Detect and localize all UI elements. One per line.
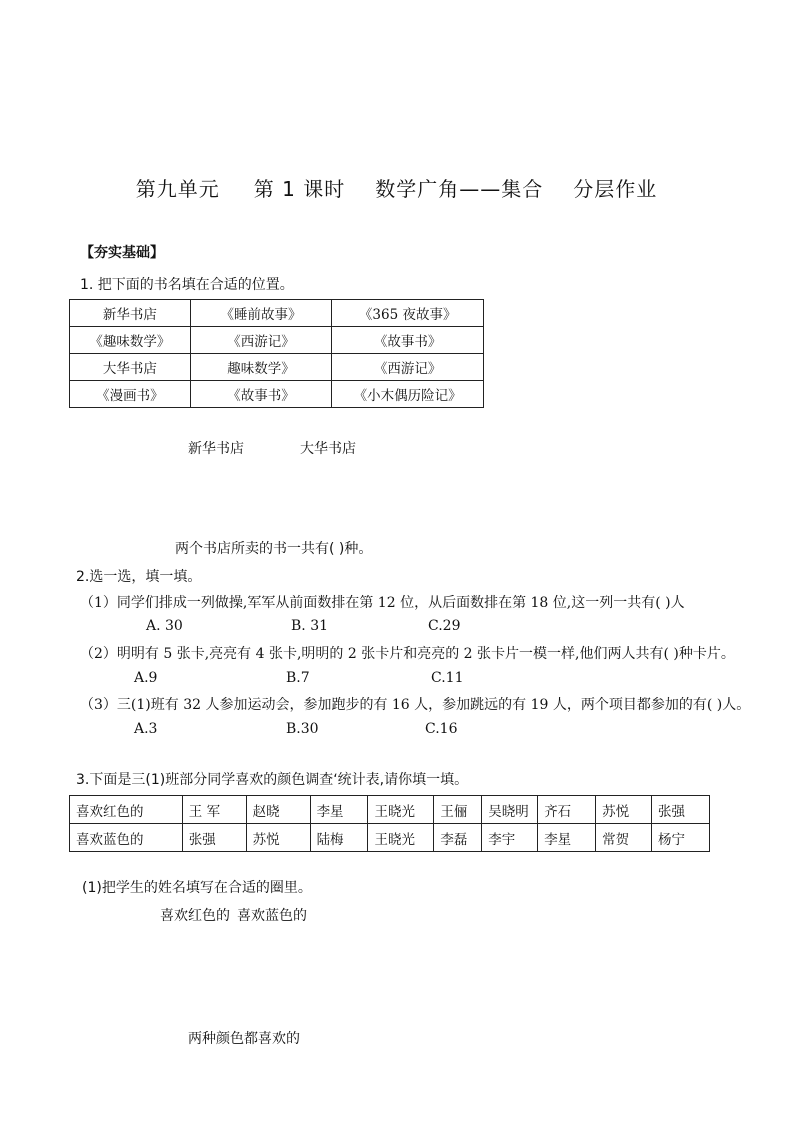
label-like-blue: 喜欢蓝色的 xyxy=(237,908,307,924)
q2-option-a: A.3 xyxy=(134,721,158,737)
q3-color-table xyxy=(69,795,710,852)
table-cell: 王 军 xyxy=(182,796,246,824)
table-cell: 苏悦 xyxy=(596,796,652,824)
label-xinhua-store: 新华书店 xyxy=(188,441,244,457)
q2-question-2: （2）明明有 5 张卡,亮亮有 4 张卡,明明的 2 张卡片和亮亮的 2 张卡片一模一样,他们两人共有( )种卡片。 xyxy=(80,646,735,662)
q2-option-a: A. 30 xyxy=(146,618,183,634)
q2-option-c: C.16 xyxy=(425,721,458,737)
table-cell: 《故事书》 xyxy=(332,327,484,354)
table-row xyxy=(70,796,710,824)
table-cell: 《漫画书》 xyxy=(70,381,191,408)
table-cell: 新华书店 xyxy=(70,300,191,327)
table-row xyxy=(70,327,484,354)
q2-option-c: C.29 xyxy=(428,618,461,634)
q2-option-b: B.7 xyxy=(286,670,310,686)
q2-question-3: （3）三(1)班有 32 人参加运动会，参加跑步的有 16 人，参加跳远的有 19 人，两个项目都参加的有( )人。 xyxy=(80,697,751,713)
q3-heading: 3.下面是三(1)班部分同学喜欢的颜色调查‘统计表,请你填一填。 xyxy=(76,772,469,788)
title-lesson: 第 1 课时 xyxy=(253,177,346,201)
table-cell: 杨宁 xyxy=(652,824,710,852)
q2-option-a: A.9 xyxy=(134,670,158,686)
section-heading: 【夯实基础】 xyxy=(80,245,164,261)
q2-question-1: （1）同学们排成一列做操,军军从前面数排在第 12 位，从后面数排在第 18 位,这一列一共有( )人 xyxy=(80,595,685,611)
table-cell: 《小木偶历险记》 xyxy=(332,381,484,408)
title-type: 分层作业 xyxy=(573,177,658,201)
q2-heading: 2.选一选，填一填。 xyxy=(76,569,202,585)
q3-sub1: (1)把学生的姓名填写在合适的圈里。 xyxy=(82,880,312,896)
table-cell: 常贺 xyxy=(596,824,652,852)
table-cell: 赵晓 xyxy=(246,796,310,824)
table-row xyxy=(70,354,484,381)
table-cell: 李星 xyxy=(538,824,596,852)
table-cell: 苏悦 xyxy=(246,824,310,852)
table-cell: 李宇 xyxy=(482,824,538,852)
q2-option-b: B. 31 xyxy=(291,618,329,634)
label-like-both: 两种颜色都喜欢的 xyxy=(188,1031,300,1047)
table-cell: 喜欢红色的 xyxy=(70,796,183,824)
table-cell: 大华书店 xyxy=(70,354,191,381)
table-cell: 《故事书》 xyxy=(190,381,332,408)
title-topic: 数学广角——集合 xyxy=(375,177,544,201)
table-cell: 齐石 xyxy=(538,796,596,824)
q1-answer-line: 两个书店所卖的书一共有( )种。 xyxy=(175,541,373,557)
label-like-red: 喜欢红色的 xyxy=(160,908,230,924)
q2-option-c: C.11 xyxy=(431,670,464,686)
table-cell: 吴晓明 xyxy=(482,796,538,824)
title-unit: 第九单元 xyxy=(135,177,220,201)
table-cell: 张强 xyxy=(182,824,246,852)
label-dahua-store: 大华书店 xyxy=(300,441,356,457)
table-cell: 王晓光 xyxy=(368,824,434,852)
q2-option-b: B.30 xyxy=(286,721,319,737)
page-title xyxy=(0,173,793,202)
table-row xyxy=(70,824,710,852)
table-cell: 《西游记》 xyxy=(190,327,332,354)
table-cell: 王晓光 xyxy=(368,796,434,824)
table-cell: 张强 xyxy=(652,796,710,824)
table-cell: 李星 xyxy=(310,796,368,824)
table-cell: 趣味数学》 xyxy=(190,354,332,381)
table-cell: 王俪 xyxy=(434,796,482,824)
table-cell: 陆梅 xyxy=(310,824,368,852)
table-cell: 《西游记》 xyxy=(332,354,484,381)
q1-book-table xyxy=(69,299,484,408)
table-row xyxy=(70,381,484,408)
table-cell: 《365 夜故事》 xyxy=(332,300,484,327)
table-cell: 《趣味数学》 xyxy=(70,327,191,354)
table-cell: 喜欢蓝色的 xyxy=(70,824,183,852)
q1-prompt: 1. 把下面的书名填在合适的位置。 xyxy=(80,277,294,293)
table-cell: 《睡前故事》 xyxy=(190,300,332,327)
table-cell: 李磊 xyxy=(434,824,482,852)
table-row xyxy=(70,300,484,327)
